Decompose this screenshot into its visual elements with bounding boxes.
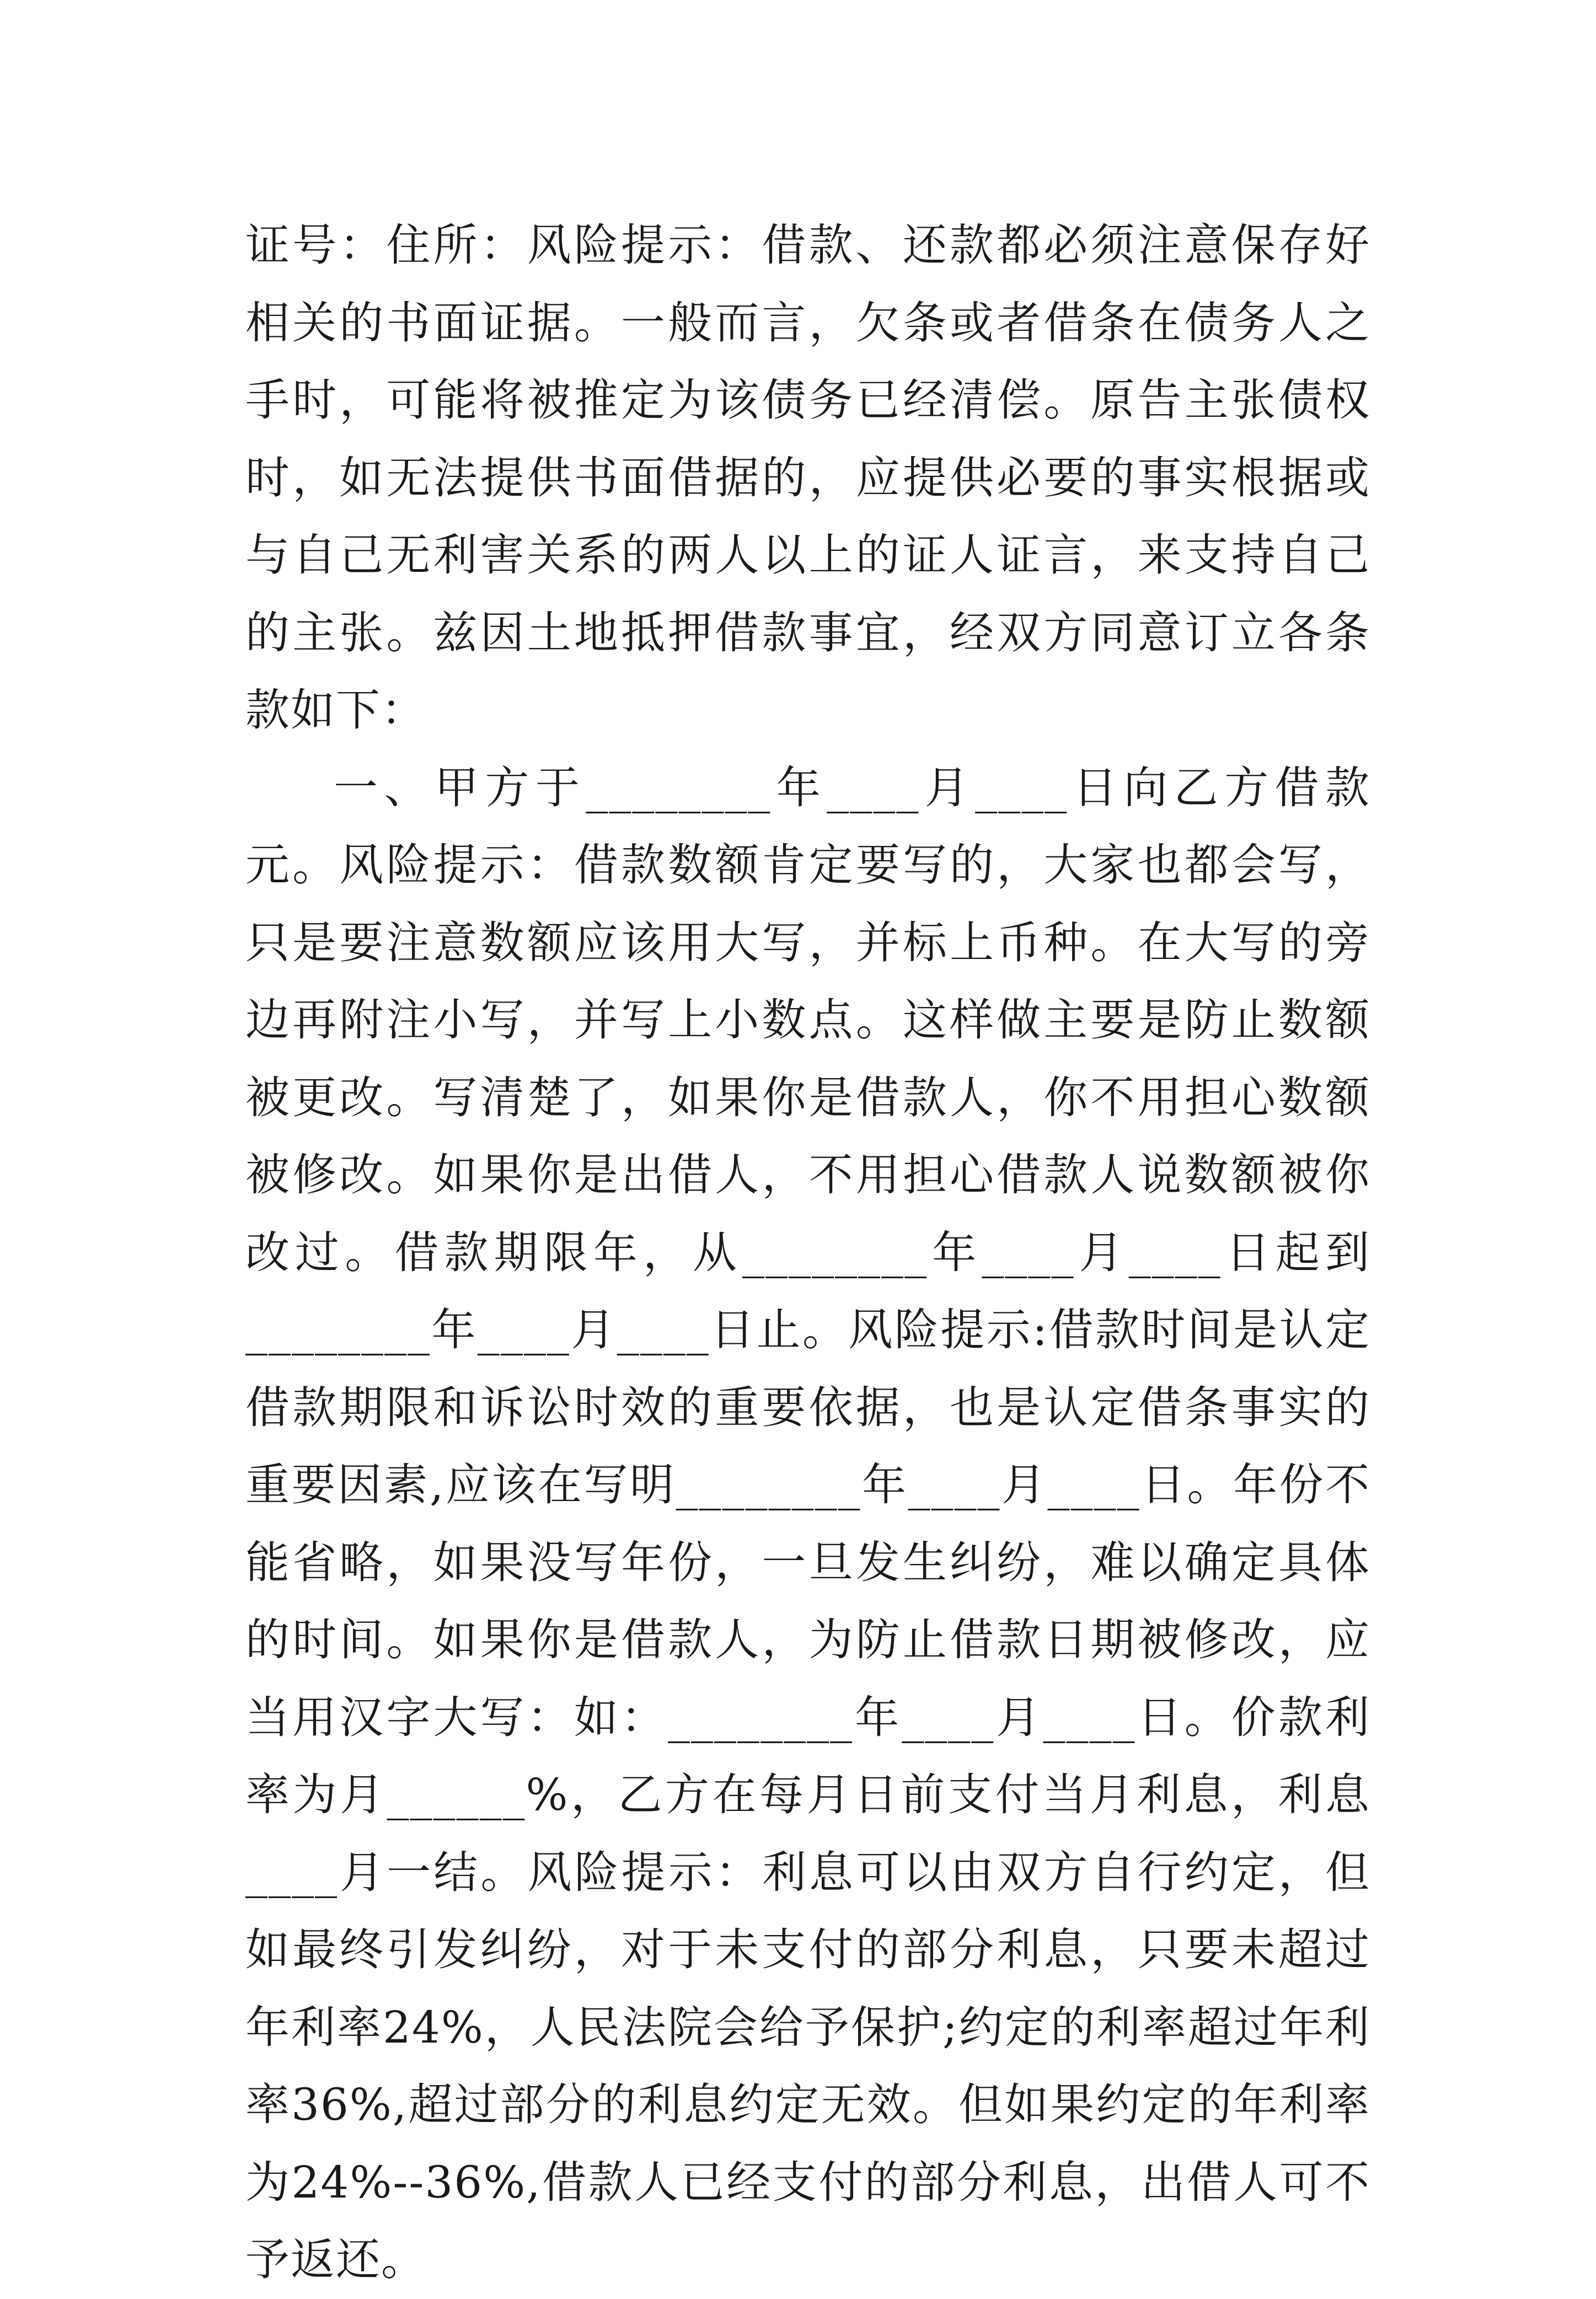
paragraph-clause-one: 一、甲方于________年____月____日向乙方借款元。风险提示：借款数额肯定要写的，大家也都会写，只是要注意数额应该用大写，并标上币种。在大写的旁边再附注小写，并写上小数点。这样做主要是防止数额被更改。写清楚了，如果你是借款人，你不用担心数额被修改。如果你是出借人，不用担心借款人说数额被你改过。借款期限年，从________年____月____日起到________年____月____日止。风险提示:借款时间是认定借款期限和诉讼时效的重要依据，也是认定借条事实的重要因素,应该在写明________年____月____日。年份不能省略，如果没写年份，一旦发生纠纷，难以确定具体的时间。如果你是借款人，为防止借款日期被修改，应当用汉字大写：如：________年____月____日。价款利率为月______%，乙方在每月日前支付当月利息，利息____月一结。风险提示：利息可以由双方自行约定，但如最终引发纠纷，对于未支付的部分利息，只要未超过年利率24%，人民法院会给予保护;约定的利率超过年利率36%,超过部分的利息约定无效。但如果约定的年利率为24%--36%,借款人已经支付的部分利息，出借人可不予返还。 — [245, 762, 1370, 2285]
document-body — [245, 207, 1370, 2299]
paragraph-risk-notice-intro: 证号：住所：风险提示：借款、还款都必须注意保存好相关的书面证据。一般而言，欠条或者借条在债务人之手时，可能将被推定为该债务已经清偿。原告主张债权时，如无法提供书面借据的，应提供必要的事实根据或与自己无利害关系的两人以上的证人证言，来支持自己的主张。兹因土地抵押借款事宜，经双方同意订立各条款如下： — [245, 219, 1370, 736]
